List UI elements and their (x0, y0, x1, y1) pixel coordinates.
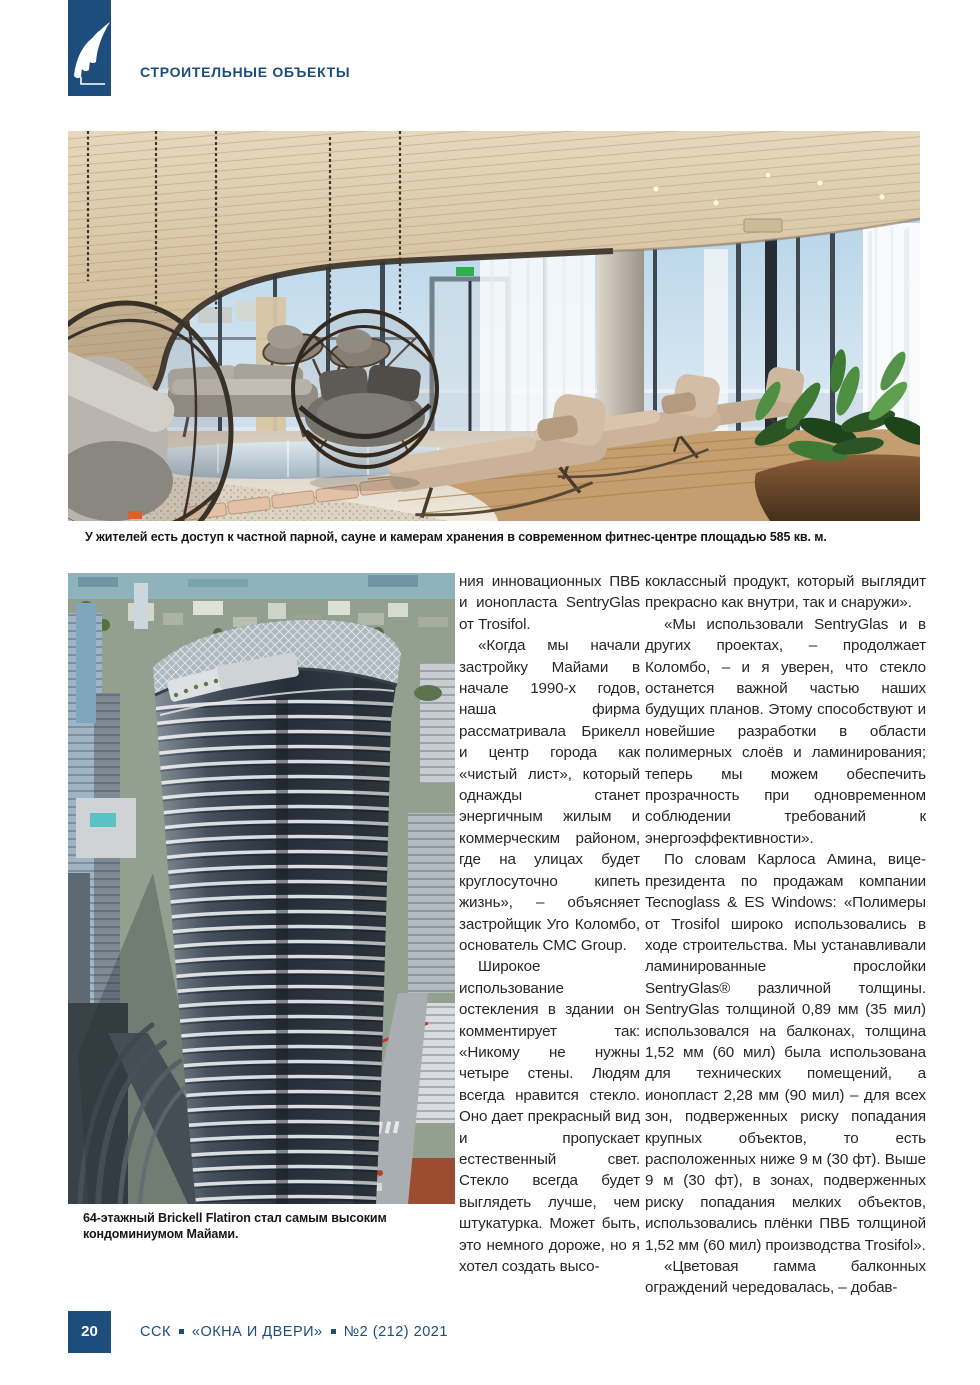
page-number: 20 (81, 1323, 98, 1340)
paragraph: «Когда мы начали застройку Майами в начале 1990-х годов, наша фирма рассматривала Брикелл и центр города как «чистый лист», который однажды станет энергичным жилым и коммерческим районом, где на улицах будет круглосуточно кипеть жизнь», – объясняет застройщик Уго Коломбо, основатель CMC Group. (459, 637, 640, 954)
article-column-right (645, 571, 926, 1299)
paragraph: ния инновационных ПВБ и ионопласта SentryGlas от Trosifol. (459, 573, 640, 633)
article-column-middle (459, 571, 640, 1277)
paragraph: «Мы использовали SentryGlas и в других проектах, – продолжает Коломбо, – и я уверен, что стекло останется важной частью наших будущих планов. Этому способствуют и новейшие разработки в области полимерных слоёв и ламинирования; теперь мы можем обеспечить прозрачность при одновременном соблюдении требований к энергоэффективности». (645, 615, 926, 847)
tower-photo (68, 573, 455, 1204)
tower-photo-art (68, 573, 455, 1204)
square-separator-icon (179, 1329, 184, 1334)
paragraph: По словам Карлоса Амина, вице-президента по продажам компании Tecnoglass & ES Windows: «Полимеры от Trosifol широко использовались в ходе строительства. Мы устанавливали ламинированные прослойки SentryGlas® различной толщины. SentryGlas толщиной 0,89 мм (35 мил) использовался на балконах, толщина 1,52 мм (60 мил) была использована для технических помещений, а ионопласт 2,28 мм (90 мил) – для всех зон, подверженных риску попадания крупных объектов, то есть расположенных ниже 9 м (30 фт). Выше 9 м (30 фт), в зонах, подверженных риску попадания мелких объектов, использовались плёнки ПВБ толщиной 1,52 мм (60 мил) производства Trosifol». (645, 851, 926, 1254)
paragraph: «Цветовая гамма балконных ограждений чередовалась, – добав- (645, 1258, 926, 1297)
fitness-center-photo-art (68, 131, 920, 521)
fitness-center-photo (68, 131, 920, 521)
square-separator-icon (331, 1329, 336, 1334)
tower-caption: 64-этажный Brickell Flatiron стал самым высоким кондоминиумом Майами. (83, 1211, 387, 1241)
section-title: СТРОИТЕЛЬНЫЕ ОБЪЕКТЫ (140, 64, 351, 80)
footer-journal: «ОКНА И ДВЕРИ» (191, 1324, 323, 1340)
footer-issue: №2 (212) 2021 (343, 1324, 448, 1340)
paragraph: коклассный продукт, который выглядит прекрасно как внутри, так и снаружи». (645, 573, 926, 612)
paragraph: Широкое использование остекления в здании он комментирует так: «Никому не нужны четыре стены. Людям всегда нравится стекло. Оно дает прекрасный вид и пропускает естественный свет. Стекло всегда будет выглядеть лучше, чем штукатурка. Может быть, это немного дороже, но я хотел создать высо- (459, 958, 640, 1275)
journal-footer (140, 1324, 448, 1340)
triple-swoosh-icon (68, 0, 111, 96)
page-number-box (68, 1311, 111, 1353)
publisher-logo (68, 0, 111, 96)
fitness-center-caption: У жителей есть доступ к частной парной, сауне и камерам хранения в современном фитнес-центре площадью 585 кв. м. (85, 530, 827, 544)
footer-brand: ССК (140, 1324, 171, 1340)
